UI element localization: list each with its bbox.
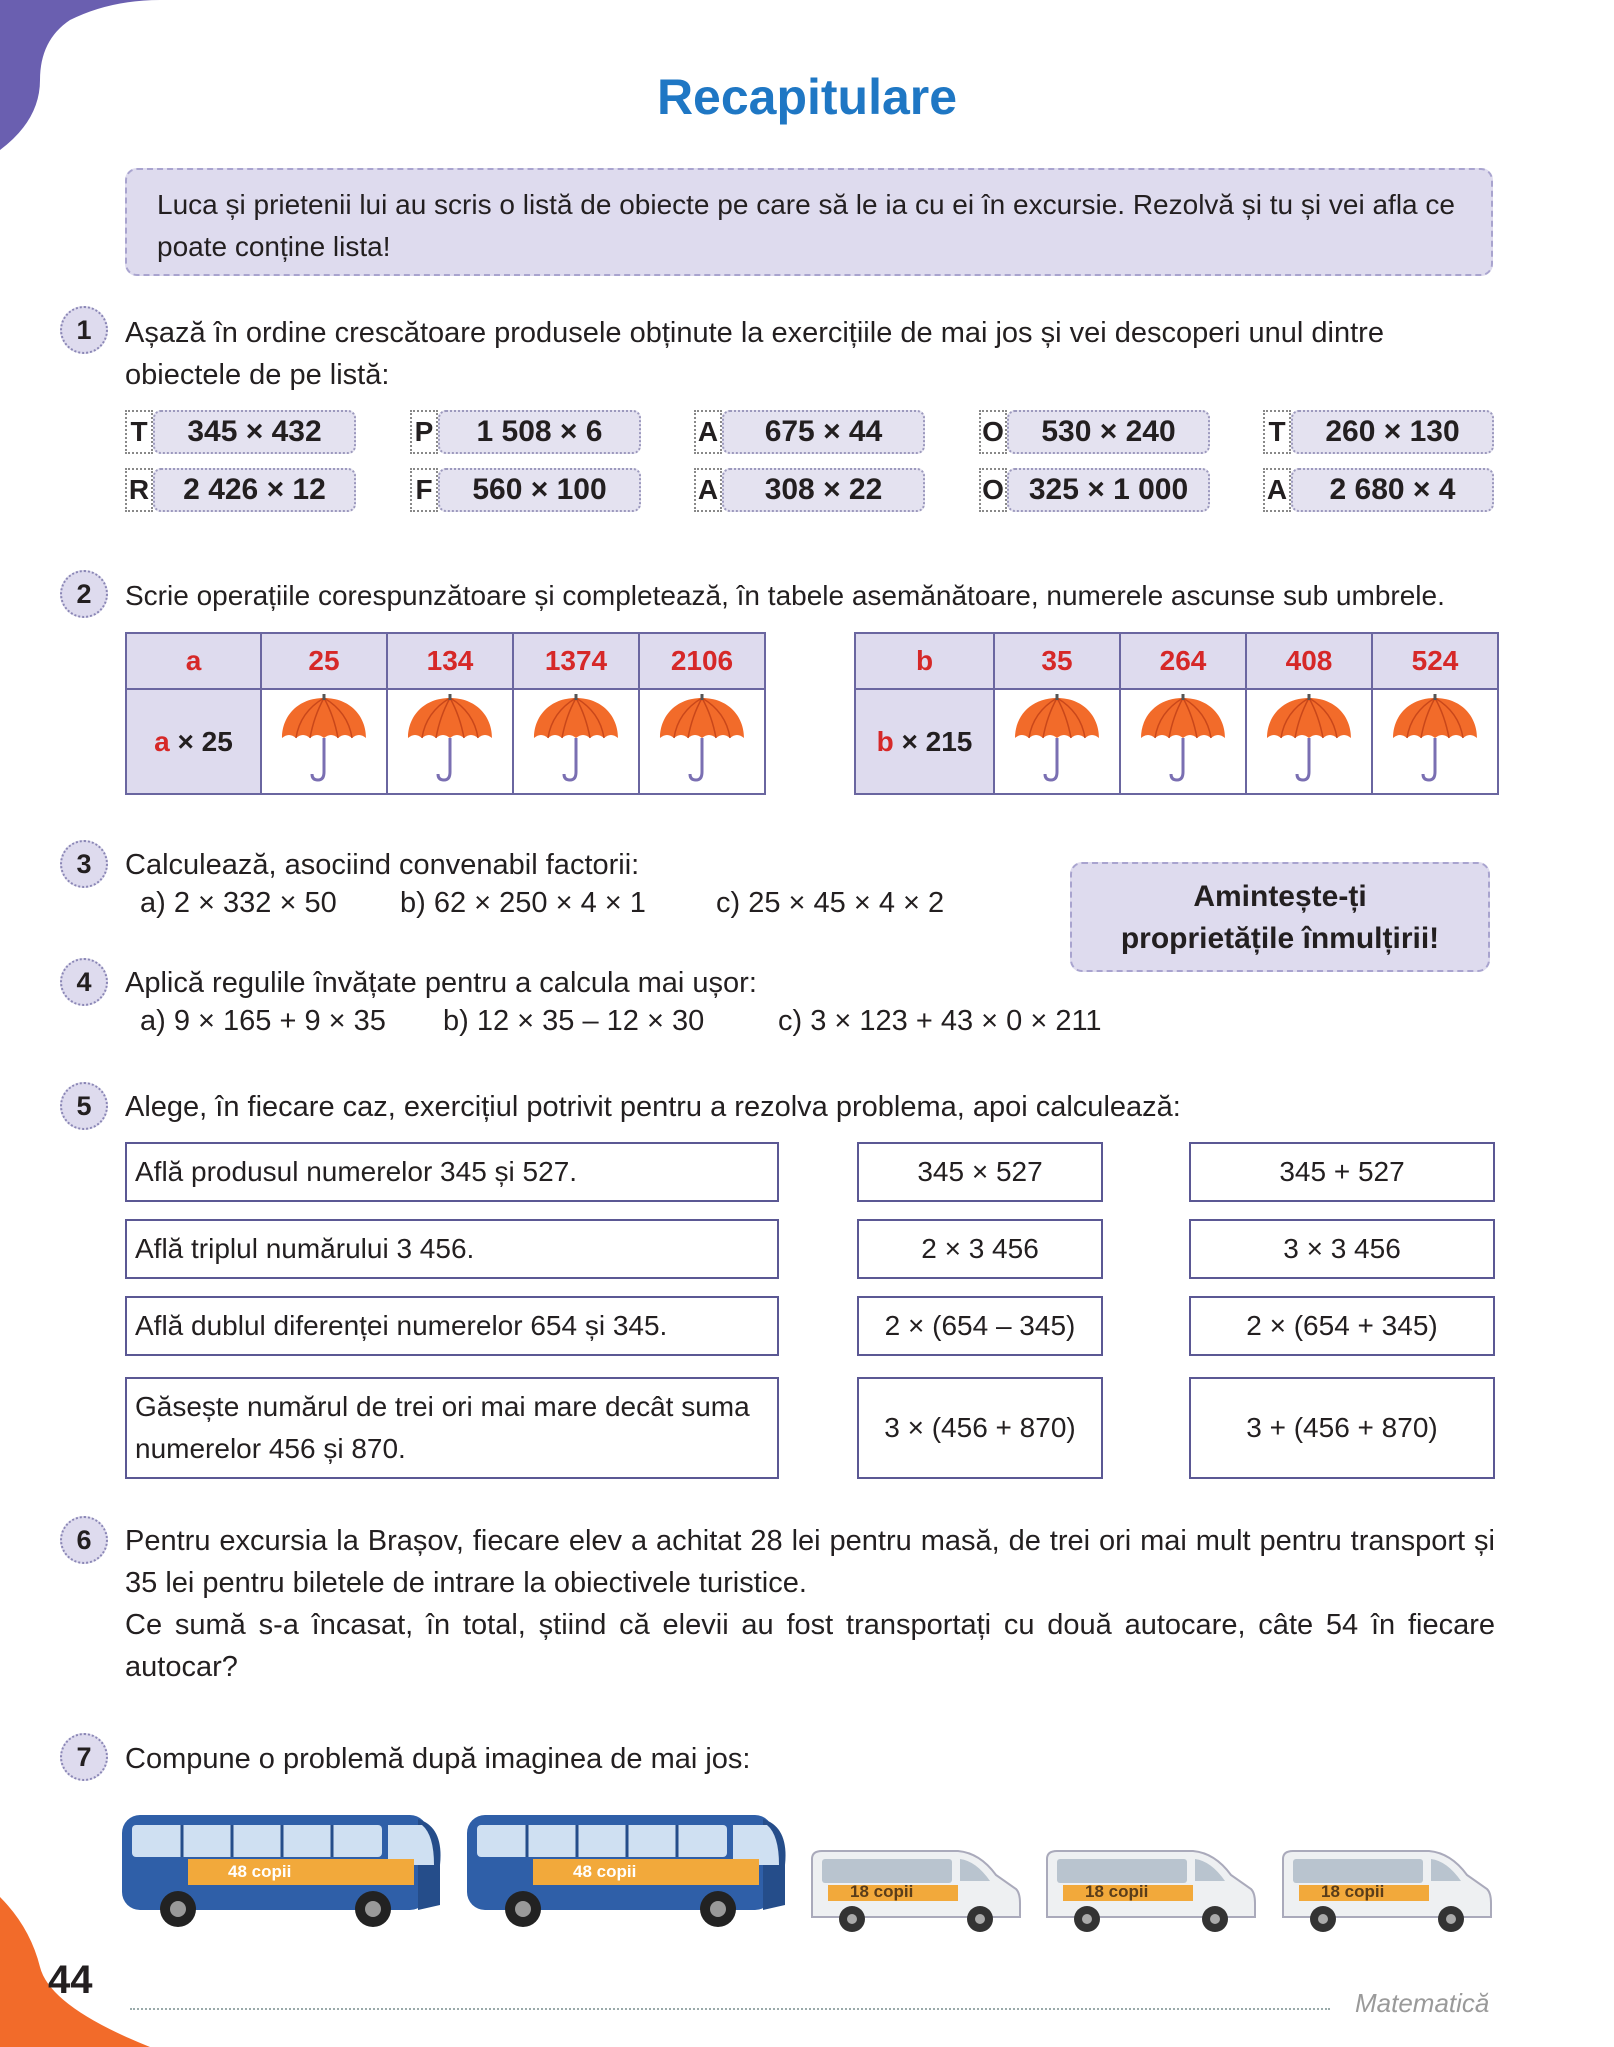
exercise-4-item-b: b) 12 × 35 – 12 × 30 xyxy=(443,1005,705,1037)
puzzle-letter: R xyxy=(125,468,153,512)
exercise-6-paragraph-2: Ce sumă s-a încasat, în total, știind că elevii au fost transportați cu două autocare, câte 54 în fiecare autocar? xyxy=(125,1609,1495,1683)
exercise-1-number: 1 xyxy=(60,306,108,354)
multiplication-expression: 308 × 22 xyxy=(722,468,925,512)
exercise-3-text: Calculează, asociind convenabil factorii: xyxy=(125,849,640,881)
minibus-capacity-label: 18 copii xyxy=(1321,1882,1385,1901)
exercise-6-text xyxy=(125,1520,1495,1688)
puzzle-letter: F xyxy=(410,468,438,512)
table-b xyxy=(854,632,1499,795)
option-box[interactable]: 3 × 3 456 xyxy=(1189,1219,1495,1279)
option-box[interactable]: 3 × (456 + 870) xyxy=(857,1377,1103,1479)
multiplication-expression: 560 × 100 xyxy=(438,468,641,512)
table-a-var: a xyxy=(126,633,261,689)
exercise-7-text: Compune o problemă după imaginea de mai jos: xyxy=(125,1743,751,1775)
option-box[interactable]: 345 + 527 xyxy=(1189,1142,1495,1202)
umbrella-cell xyxy=(639,689,765,794)
multiplication-expression: 675 × 44 xyxy=(722,410,925,454)
umbrella-icon xyxy=(1137,690,1229,786)
multiplication-expression: 2 680 × 4 xyxy=(1291,468,1494,512)
puzzle-letter: O xyxy=(979,468,1007,512)
minibus-icon xyxy=(808,1845,1023,1935)
exercise-1-text: Așază în ordine crescătoare produsele obținute la exercițiile de mai jos și vei descoperi unul dintre obiectele de pe listă: xyxy=(125,317,1384,391)
umbrella-cell xyxy=(1120,689,1246,794)
subject-label: Matematică xyxy=(1355,1988,1490,2018)
table-a-operation: a × 25 xyxy=(126,689,261,794)
exercise-2-text: Scrie operațiile corespunzătoare și completează, în tabele asemănătoare, numerele ascunse sub umbrele. xyxy=(125,580,1445,611)
footer-divider xyxy=(130,2008,1330,2010)
multiplication-expression: 2 426 × 12 xyxy=(153,468,356,512)
minibus-capacity-label: 18 copii xyxy=(1085,1882,1149,1901)
page-number: 44 xyxy=(48,1958,93,2002)
table-a-value: 1374 xyxy=(513,633,639,689)
puzzle-letter: A xyxy=(1263,468,1291,512)
option-box[interactable]: 2 × 3 456 xyxy=(857,1219,1103,1279)
umbrella-cell xyxy=(1372,689,1498,794)
table-b-operation: b × 215 xyxy=(855,689,994,794)
exercise-3-item-a: a) 2 × 332 × 50 xyxy=(140,887,337,919)
umbrella-icon xyxy=(530,690,622,786)
table-b-value: 524 xyxy=(1372,633,1498,689)
umbrella-icon xyxy=(1389,690,1481,786)
option-box[interactable]: 2 × (654 – 345) xyxy=(857,1296,1103,1356)
reminder-line-1: Amintește-ți xyxy=(1193,880,1367,913)
exercise-5-text: Alege, în fiecare caz, exercițiul potrivit pentru a rezolva problema, apoi calculează: xyxy=(125,1091,1181,1123)
option-box[interactable]: 3 + (456 + 870) xyxy=(1189,1377,1495,1479)
umbrella-cell xyxy=(1246,689,1372,794)
umbrella-cell xyxy=(513,689,639,794)
multiplication-expression: 1 508 × 6 xyxy=(438,410,641,454)
table-b-value: 35 xyxy=(994,633,1120,689)
umbrella-icon xyxy=(656,690,748,786)
puzzle-letter: A xyxy=(694,468,722,512)
exercise-3-item-b: b) 62 × 250 × 4 × 1 xyxy=(400,887,646,919)
multiplication-expression: 530 × 240 xyxy=(1007,410,1210,454)
puzzle-letter: P xyxy=(410,410,438,454)
exercise-4-number: 4 xyxy=(60,958,108,1006)
reminder-box xyxy=(1070,862,1490,972)
table-b-var: b xyxy=(855,633,994,689)
multiplication-expression: 325 × 1 000 xyxy=(1007,468,1210,512)
minibus-icon xyxy=(1279,1845,1494,1935)
bus-capacity-label: 48 copii xyxy=(228,1862,292,1881)
option-box[interactable]: 345 × 527 xyxy=(857,1142,1103,1202)
puzzle-letter: A xyxy=(694,410,722,454)
exercise-4-item-a: a) 9 × 165 + 9 × 35 xyxy=(140,1005,386,1037)
problem-box: Află produsul numerelor 345 și 527. xyxy=(125,1142,779,1202)
problem-box: Află triplul numărului 3 456. xyxy=(125,1219,779,1279)
puzzle-letter: O xyxy=(979,410,1007,454)
table-b-value: 264 xyxy=(1120,633,1246,689)
table-a xyxy=(125,632,766,795)
page-title: Recapitulare xyxy=(656,69,958,125)
exercise-3-item-c: c) 25 × 45 × 4 × 2 xyxy=(716,887,945,919)
umbrella-cell xyxy=(261,689,387,794)
umbrella-icon xyxy=(1011,690,1103,786)
umbrella-icon xyxy=(1263,690,1355,786)
table-a-value: 25 xyxy=(261,633,387,689)
reminder-line-2: proprietățile înmulțirii! xyxy=(1120,922,1440,955)
umbrella-cell xyxy=(994,689,1120,794)
umbrella-cell xyxy=(387,689,513,794)
puzzle-letter: T xyxy=(125,410,153,454)
exercise-4-item-c: c) 3 × 123 + 43 × 0 × 211 xyxy=(778,1005,1102,1037)
minibus-capacity-label: 18 copii xyxy=(850,1882,914,1901)
table-b-value: 408 xyxy=(1246,633,1372,689)
umbrella-icon xyxy=(278,690,370,786)
multiplication-expression: 260 × 130 xyxy=(1291,410,1494,454)
minibus-icon xyxy=(1043,1845,1258,1935)
table-a-value: 2106 xyxy=(639,633,765,689)
exercise-2-number: 2 xyxy=(60,570,108,618)
exercise-6-number: 6 xyxy=(60,1516,108,1564)
bus-capacity-label: 48 copii xyxy=(573,1862,637,1881)
puzzle-letter: T xyxy=(1263,410,1291,454)
exercise-3-number: 3 xyxy=(60,840,108,888)
problem-box: Găsește numărul de trei ori mai mare decât suma numerelor 456 și 870. xyxy=(125,1377,779,1479)
multiplication-expression: 345 × 432 xyxy=(153,410,356,454)
problem-box: Află dublul diferenței numerelor 654 și 345. xyxy=(125,1296,779,1356)
exercise-4-text: Aplică regulile învățate pentru a calcula mai ușor: xyxy=(125,967,757,999)
intro-box: Luca și prietenii lui au scris o listă de obiecte pe care să le ia cu ei în excursie. Rezolvă și tu și vei afla ce poate conține lista! xyxy=(125,168,1493,276)
table-a-value: 134 xyxy=(387,633,513,689)
option-box[interactable]: 2 × (654 + 345) xyxy=(1189,1296,1495,1356)
exercise-5-number: 5 xyxy=(60,1082,108,1130)
exercise-6-paragraph-1: Pentru excursia la Brașov, fiecare elev a achitat 28 lei pentru masă, de trei ori mai mult pentru transport și 35 lei pentru biletele de intrare la obiectivele turistice. xyxy=(125,1525,1495,1599)
exercise-7-number: 7 xyxy=(60,1733,108,1781)
umbrella-icon xyxy=(404,690,496,786)
